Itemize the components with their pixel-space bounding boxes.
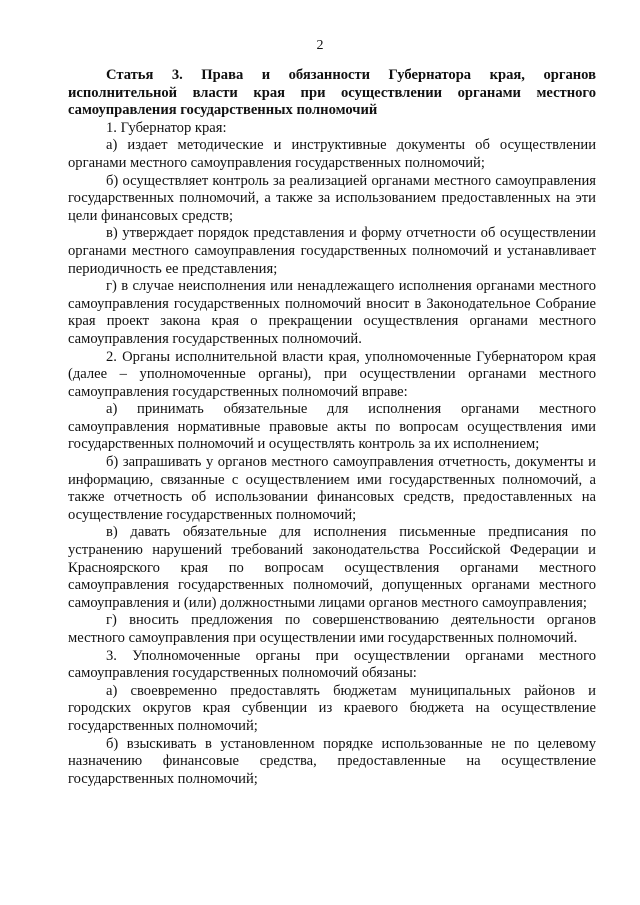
paragraph: г) в случае неисполнения или ненадлежащего исполнения органами местного самоуправления государственных полномочий вносит в Законодательное Собрание края проект закона края о прекращении осуществления органами местного самоуправления государственных полномочий. xyxy=(68,278,596,347)
article-heading: Статья 3. Права и обязанности Губернатора края, органов исполнительной власти края при осуществлении органами местного самоуправления государственных полномочий xyxy=(68,67,596,119)
paragraph: б) взыскивать в установленном порядке использованные не по целевому назначению финансовые средства, предоставленные на осуществление государственных полномочий; xyxy=(68,735,596,787)
paragraph: б) запрашивать у органов местного самоуправления отчетность, документы и информацию, связанные с осуществлением ими государственных полномочий, а также отчетность об использовании финансовых средств, предоставленных на осуществление государственных полномочий; xyxy=(68,454,596,523)
paragraph: б) осуществляет контроль за реализацией органами местного самоуправления государственных полномочий, а также за использованием предоставленных на эти цели финансовых средств; xyxy=(68,172,596,224)
page-number: 2 xyxy=(316,38,324,53)
paragraph: 1. Губернатор края: xyxy=(106,119,227,136)
paragraph: а) издает методические и инструктивные документы об осуществлении органами местного самоуправления государственных полномочий; xyxy=(68,137,596,171)
paragraph: а) своевременно предоставлять бюджетам муниципальных районов и городских округов края субвенции из краевого бюджета на осуществление государственных полномочий; xyxy=(68,682,596,734)
paragraph: г) вносить предложения по совершенствованию деятельности органов местного самоуправления при осуществлении ими государственных полномочий. xyxy=(68,612,596,646)
paragraph: 3. Уполномоченные органы при осуществлении органами местного самоуправления государственных полномочий обязаны: xyxy=(68,647,596,682)
paragraph: 2. Органы исполнительной власти края, уполномоченные Губернатором края (далее – уполномоченные органы), при осуществлении органами местного самоуправления государственных полномочий вправе: xyxy=(68,348,596,400)
paragraph: а) принимать обязательные для исполнения органами местного самоуправления нормативные правовые акты по вопросам осуществления ими государственных полномочий и осуществлять контроль за их исполнением; xyxy=(68,401,596,453)
paragraph: в) утверждает порядок представления и форму отчетности об осуществлении органами местного самоуправления государственных полномочий и устанавливает периодичность ее представления; xyxy=(68,225,596,277)
paragraph: в) давать обязательные для исполнения письменные предписания по устранению нарушений требований законодательства Российской Федерации и Красноярского края по вопросам осуществления органами местного самоуправления государственных полномочий, допущенных органами местного самоуправления и (или) должностными лицами органов местного самоуправления; xyxy=(68,524,596,611)
document-body xyxy=(68,67,596,788)
